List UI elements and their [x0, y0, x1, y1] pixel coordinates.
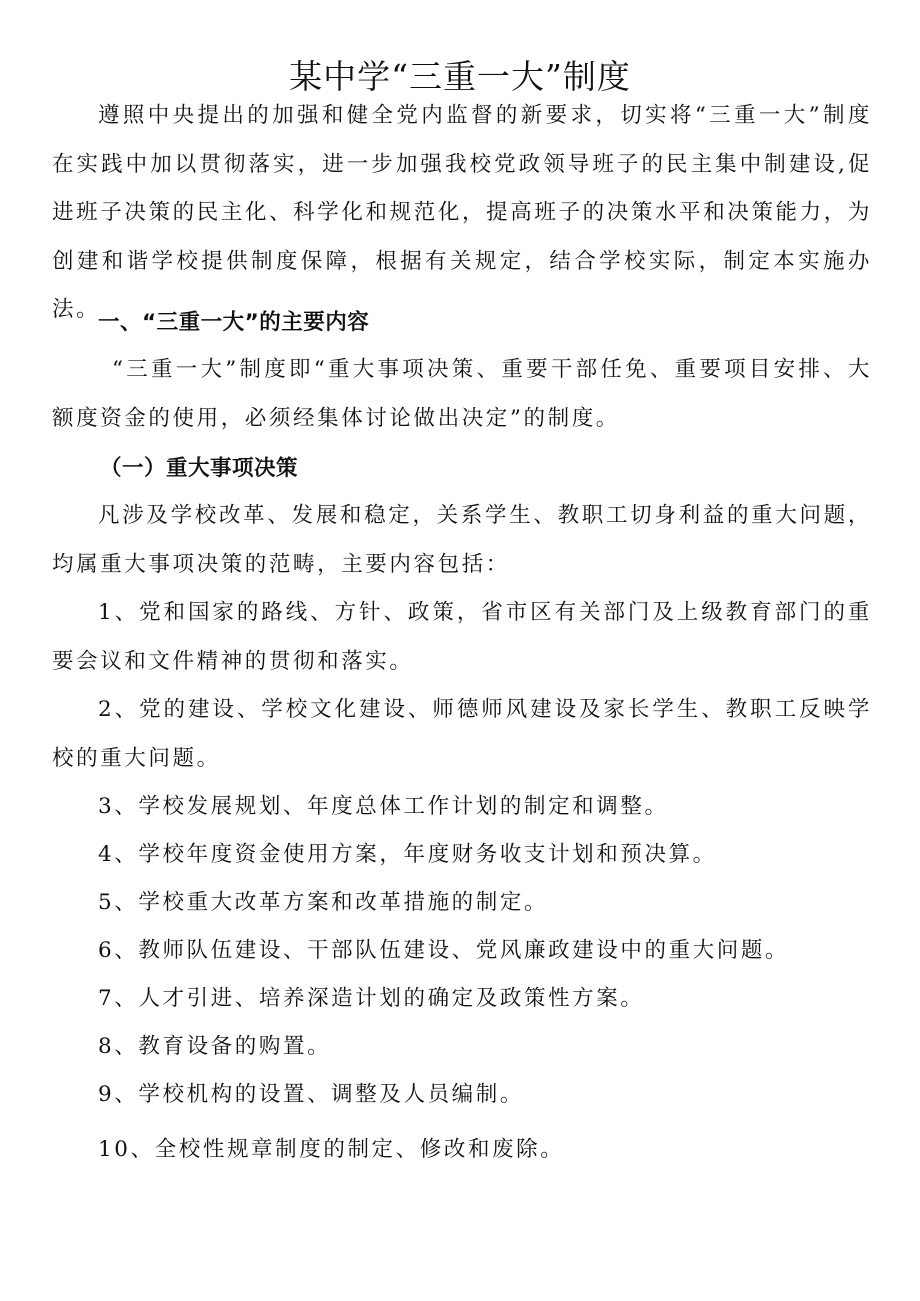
- list-item-7: 7、人才引进、培养深造计划的确定及政策性方案。: [98, 986, 645, 1011]
- intro-paragraph: 遵照中央提出的加强和健全党内监督的新要求，切实将“三重一大”制度在实践中加以贯彻落实，进一步加强我校党政领导班子的民主集中制建设,促进班子决策的民主化、科学化和规范化，提高班子的决策水平和决策能力，为创建和谐学校提供制度保障，根据有关规定，结合学校实际，制定本实施办法。: [52, 103, 872, 322]
- list-item-2: 2、党的建设、学校文化建设、师德师风建设及家长学生、教职工反映学校的重大问题。: [52, 697, 872, 771]
- list-item-10: 10、全校性规章制度的制定、修改和废除。: [98, 1137, 565, 1162]
- subsection-heading-major-decisions: （一）重大事项决策: [100, 456, 299, 481]
- list-item-8: 8、教育设备的购置。: [98, 1034, 332, 1059]
- list-item-4: 4、学校年度资金使用方案，年度财务收支计划和预决算。: [98, 842, 717, 867]
- section-heading-main-content: 一、“三重一大”的主要内容: [98, 310, 370, 335]
- list-item-1: 1、党和国家的路线、方针、政策，省市区有关部门及上级教育部门的重要会议和文件精神的贯彻和落实。: [52, 600, 872, 674]
- document-title: 某中学“三重一大”制度: [289, 57, 631, 96]
- list-item-9: 9、学校机构的设置、调整及人员编制。: [98, 1082, 524, 1107]
- subsection-paragraph-scope: 凡涉及学校改革、发展和稳定，关系学生、教职工切身利益的重大问题，均属重大事项决策的范畴，主要内容包括：: [52, 503, 872, 577]
- list-item-3: 3、学校发展规划、年度总体工作计划的制定和调整。: [98, 794, 669, 819]
- list-item-6: 6、教师队伍建设、干部队伍建设、党风廉政建设中的重大问题。: [98, 938, 790, 963]
- list-item-5: 5、学校重大改革方案和改革措施的制定。: [98, 890, 549, 915]
- section-paragraph-definition: “三重一大”制度即“重大事项决策、重要干部任免、重要项目安排、大额度资金的使用，必须经集体讨论做出决定”的制度。: [52, 357, 872, 431]
